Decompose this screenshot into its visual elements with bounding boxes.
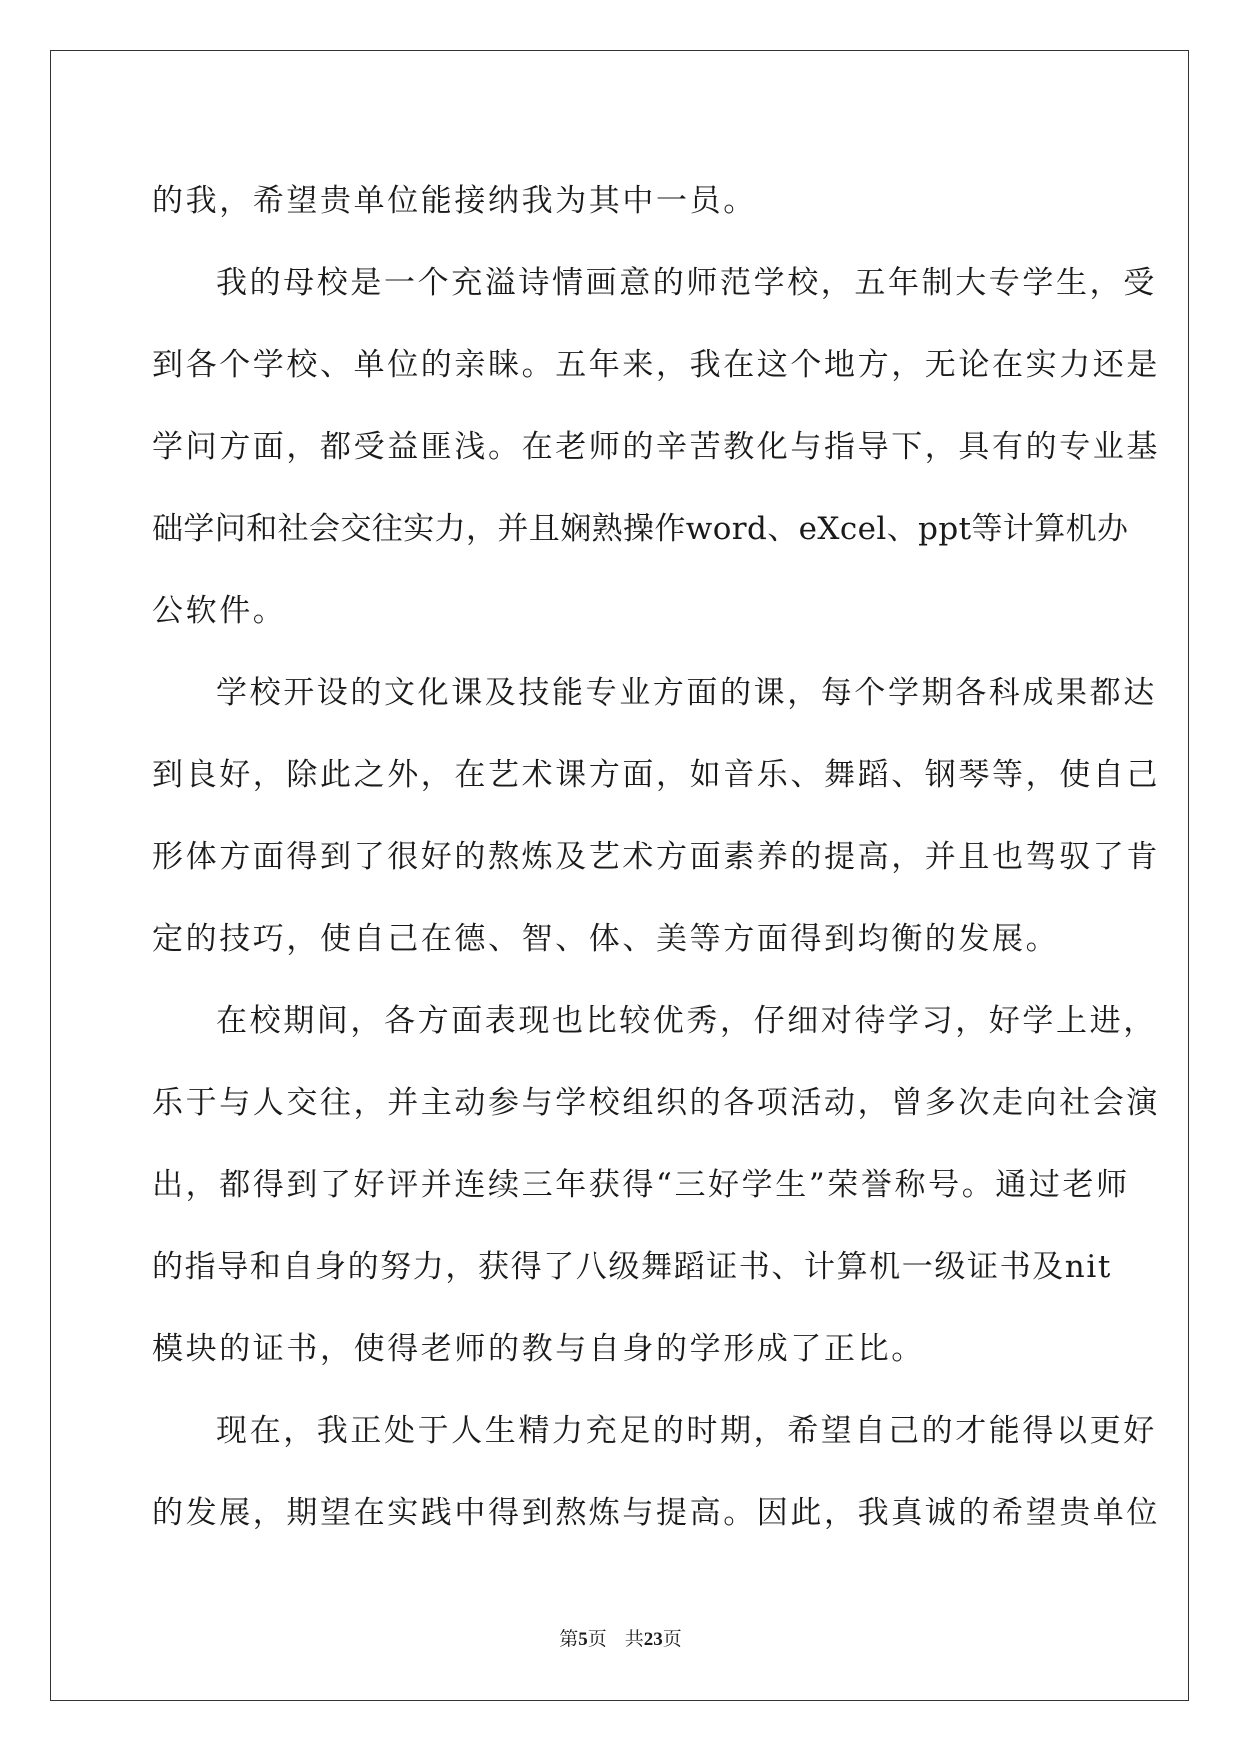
- document-body: [152, 160, 1160, 1554]
- total-pages: 23: [643, 1629, 663, 1650]
- text-line: 的我，希望贵单位能接纳我为其中一员。: [152, 183, 757, 219]
- text-line: 出，都得到了好评并连续三年获得“三好学生”荣誉称号。通过老师: [152, 1167, 1130, 1203]
- text-line: 到各个学校、单位的亲睐。五年来，我在这个地方，无论在实力还是: [152, 347, 1160, 383]
- page-footer: [0, 1628, 1241, 1652]
- text-line: 公软件。: [152, 593, 287, 629]
- text-line: 础学问和社会交往实力，并且娴熟操作word、eXcel、ppt等计算机办: [152, 511, 1129, 547]
- text-line: 乐于与人交往，并主动参与学校组织的各项活动，曾多次走向社会演: [152, 1085, 1160, 1121]
- total-prefix: 共: [624, 1629, 644, 1650]
- text-line: 模块的证书，使得老师的教与自身的学形成了正比。: [152, 1331, 925, 1367]
- text-line: 到良好，除此之外，在艺术课方面，如音乐、舞蹈、钢琴等，使自己: [152, 757, 1160, 793]
- text-line: 的发展，期望在实践中得到熬炼与提高。因此，我真诚的希望贵单位: [152, 1495, 1160, 1531]
- paragraph-first-line: 学校开设的文化课及技能专业方面的课，每个学期各科成果都达: [216, 675, 1157, 711]
- paragraph-first-line: 现在，我正处于人生精力充足的时期，希望自己的才能得以更好: [216, 1413, 1157, 1449]
- text-line: 学问方面，都受益匪浅。在老师的辛苦教化与指导下，具有的专业基: [152, 429, 1160, 465]
- text-line: 的指导和自身的努力，获得了八级舞蹈证书、计算机一级证书及nit: [152, 1249, 1112, 1285]
- paragraph-first-line: 我的母校是一个充溢诗情画意的师范学校，五年制大专学生，受: [216, 265, 1157, 301]
- text-line: 形体方面得到了很好的熬炼及艺术方面素养的提高，并且也驾驭了肯: [152, 839, 1160, 875]
- page-suffix: 页: [587, 1629, 607, 1650]
- page-number: 5: [578, 1629, 588, 1650]
- page-prefix: 第: [559, 1629, 579, 1650]
- paragraph-first-line: 在校期间，各方面表现也比较优秀，仔细对待学习，好学上进，: [216, 1003, 1157, 1039]
- text-line: 定的技巧，使自己在德、智、体、美等方面得到均衡的发展。: [152, 921, 1060, 957]
- total-suffix: 页: [662, 1629, 682, 1650]
